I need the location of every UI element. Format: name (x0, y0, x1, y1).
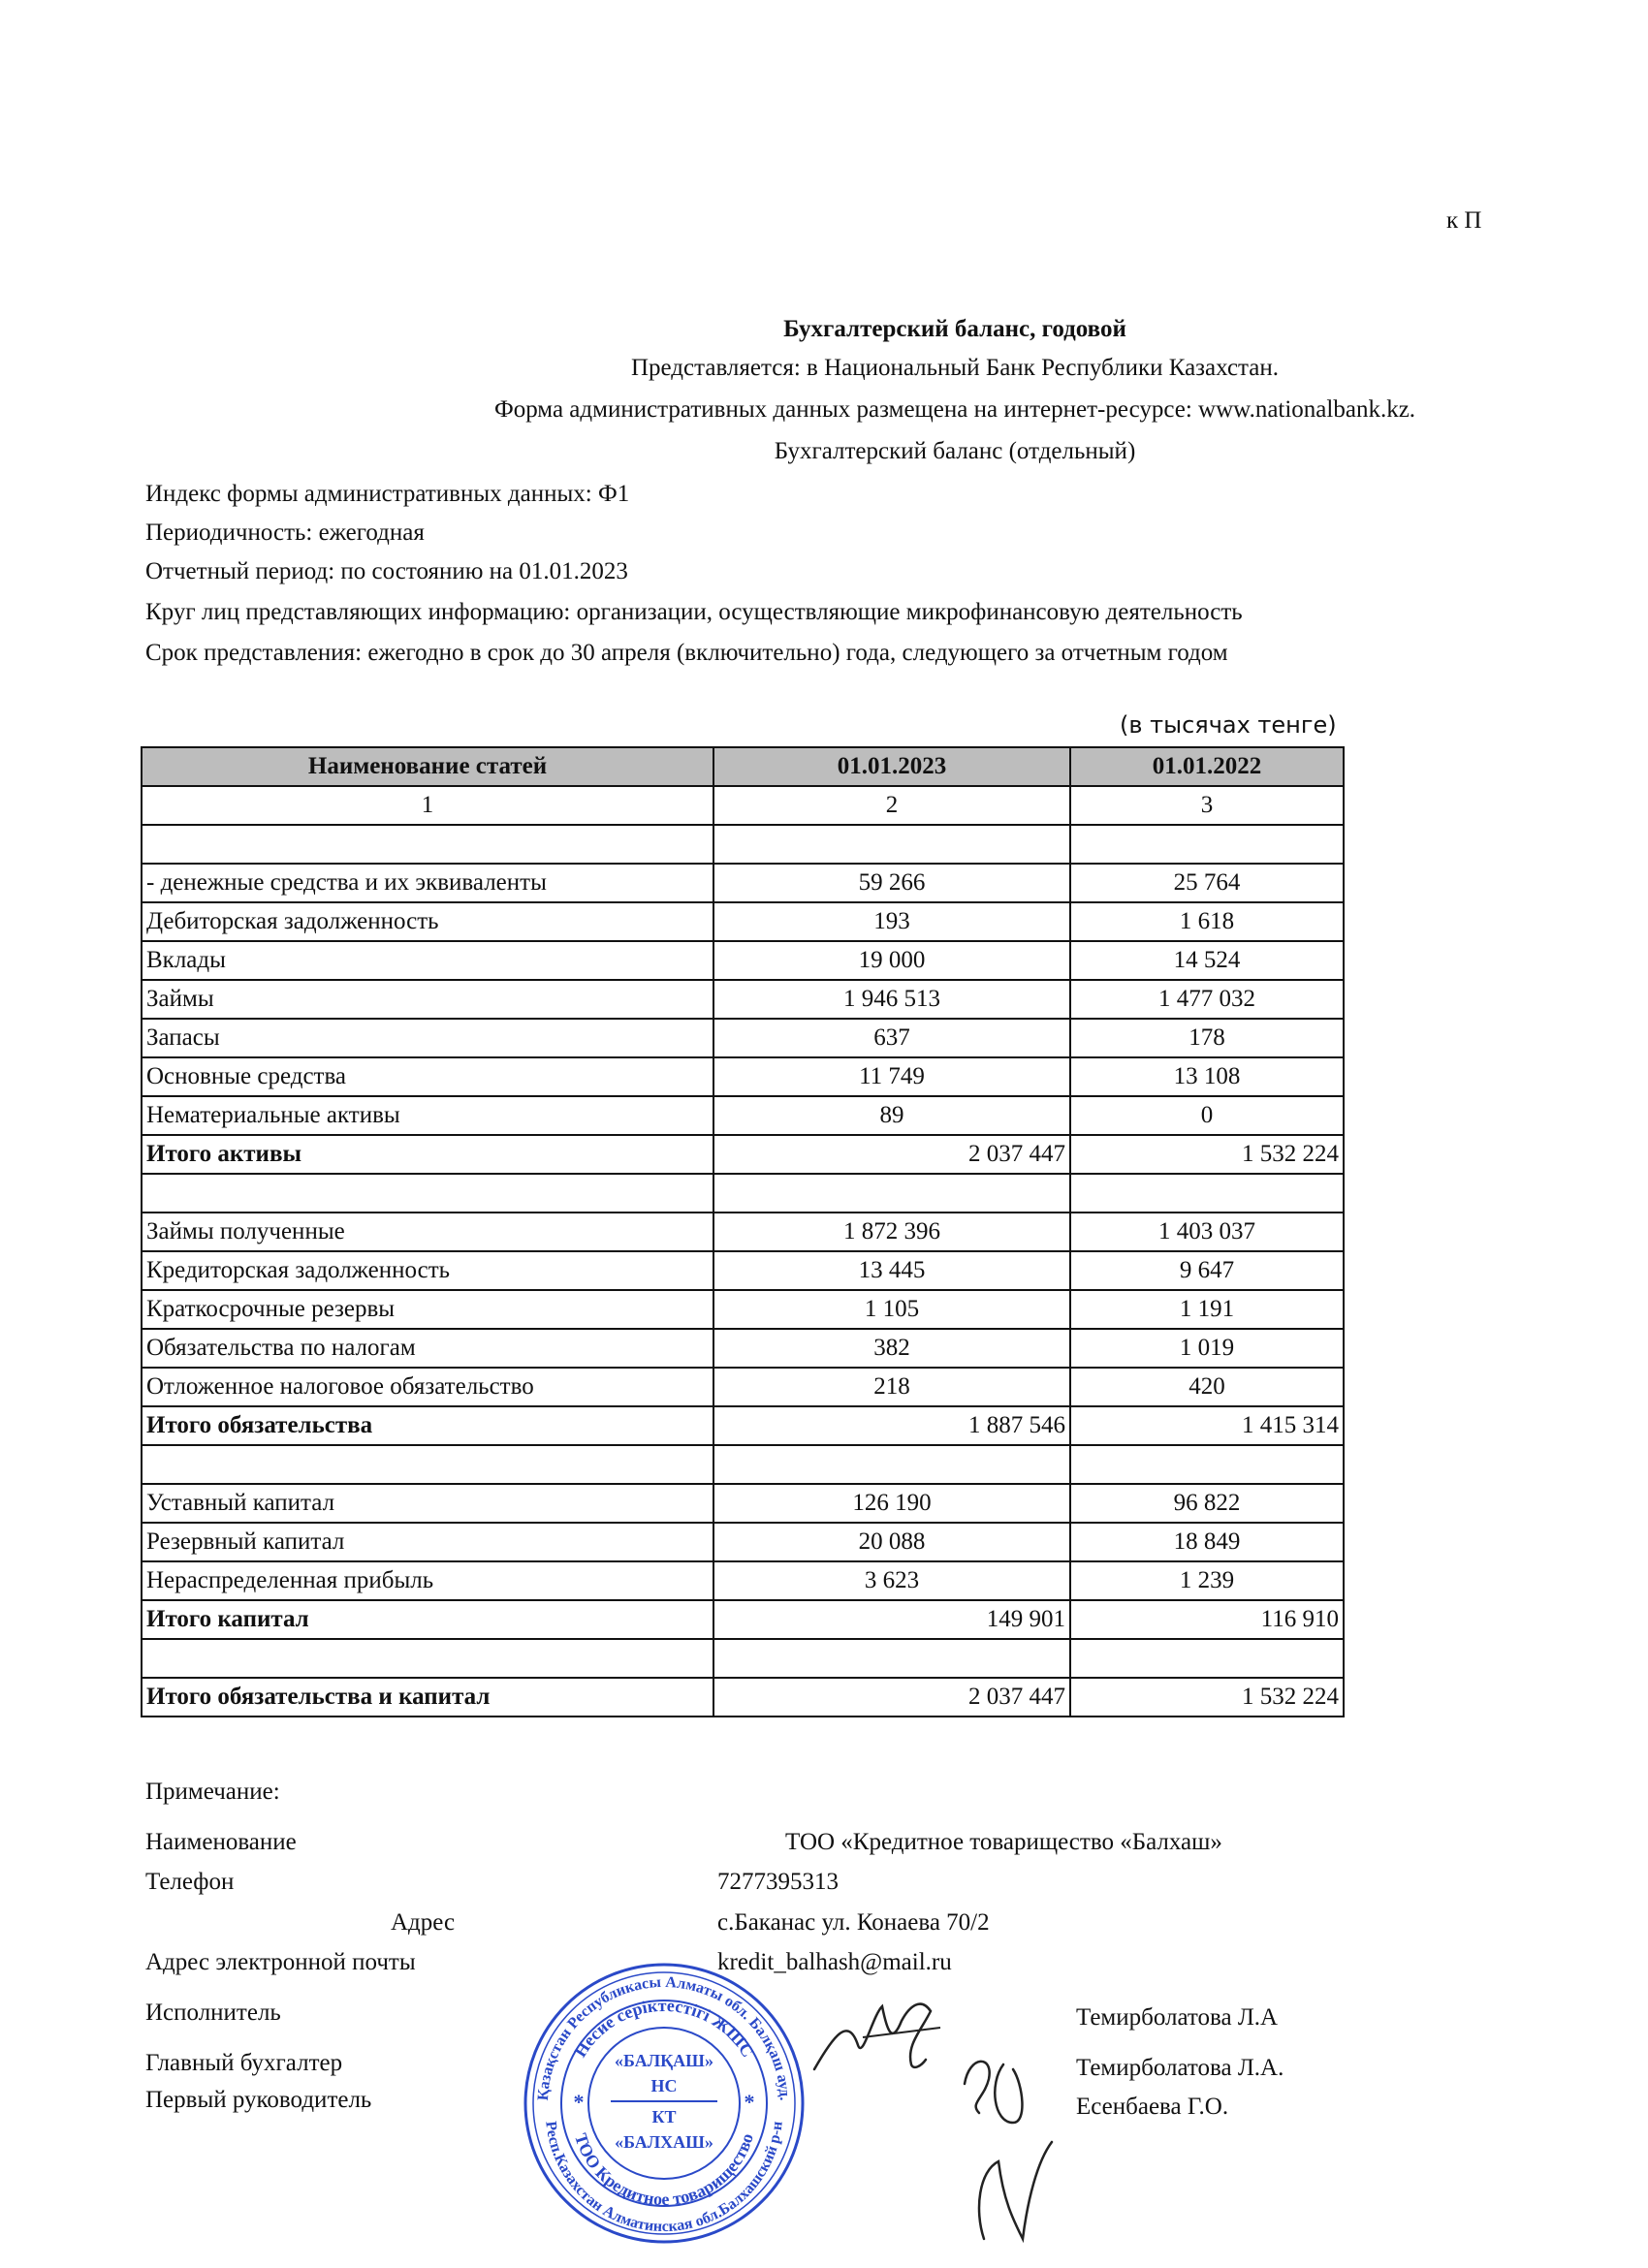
value-2023: 19 000 (713, 941, 1070, 980)
stamp-inner-text: Несие серіктестігі ЖШС (570, 1995, 758, 2061)
name-label: Наименование (145, 1829, 297, 1855)
balance-table (141, 746, 1345, 1717)
executor-label: Исполнитель (145, 2000, 281, 2026)
value-2023: 20 088 (713, 1523, 1070, 1561)
column-number-row (142, 786, 1344, 825)
table-header-row (142, 747, 1344, 786)
value-2022: 13 108 (1070, 1057, 1344, 1096)
table-row (142, 902, 1344, 941)
stamp-lower-text: ТОО Кредитное товарищество (570, 2130, 757, 2210)
row-label: Запасы (142, 1019, 713, 1057)
table-row (142, 941, 1344, 980)
column-number: 2 (713, 786, 1070, 825)
table-row (142, 1368, 1344, 1406)
form-index: Индекс формы административных данных: Ф1 (145, 481, 630, 507)
form-location: Форма административных данных размещена на интернет-ресурсе: www.nationalbank.kz. (493, 396, 1416, 423)
periodicity: Периодичность: ежегодная (145, 520, 425, 546)
value-2022: 420 (1070, 1368, 1344, 1406)
value-2022: 0 (1070, 1096, 1344, 1135)
value-2023: 89 (713, 1096, 1070, 1135)
stamp-center-mid1: НС (650, 2076, 678, 2095)
value-2022: 1 191 (1070, 1290, 1344, 1329)
row-label: Резервный капитал (142, 1523, 713, 1561)
row-label: - денежные средства и их эквиваленты (142, 864, 713, 902)
stamp-center-top: «БАЛҚАШ» (615, 2051, 713, 2070)
value-2023: 218 (713, 1368, 1070, 1406)
table-row (142, 1019, 1344, 1057)
row-label: Обязательства по налогам (142, 1329, 713, 1368)
value-2022: 14 524 (1070, 941, 1344, 980)
table-row (142, 1096, 1344, 1135)
value-2023: 1 105 (713, 1290, 1070, 1329)
row-label: Нераспределенная прибыль (142, 1561, 713, 1600)
row-label (142, 1639, 713, 1678)
total-row (142, 1600, 1344, 1639)
value-2023 (713, 1639, 1070, 1678)
row-label: Итого обязательства и капитал (142, 1678, 713, 1717)
value-2022: 1 532 224 (1070, 1678, 1344, 1717)
table-row (142, 1290, 1344, 1329)
column-number: 1 (142, 786, 713, 825)
value-2022 (1070, 1445, 1344, 1484)
document-subtitle: Бухгалтерский баланс (отдельный) (774, 438, 1136, 464)
value-2022: 9 647 (1070, 1251, 1344, 1290)
executor-value: Темирболатова Л.А (1076, 2004, 1279, 2031)
value-2022: 178 (1070, 1019, 1344, 1057)
column-header: 01.01.2022 (1070, 747, 1344, 786)
email-label: Адрес электронной почты (145, 1949, 416, 1975)
value-2022: 1 532 224 (1070, 1135, 1344, 1174)
row-label: Краткосрочные резервы (142, 1290, 713, 1329)
value-2023: 126 190 (713, 1484, 1070, 1523)
address-label: Адрес (391, 1909, 456, 1936)
total-row (142, 1678, 1344, 1717)
accountant-signature (805, 1977, 950, 2094)
stamp-outer-text: Қазақстан Республикасы Алматы обл. Балқаш ауд. (534, 1973, 793, 2101)
submitted-to: Представляется: в Национальный Банк Республики Казахстан. (630, 355, 1279, 381)
table-row (142, 1057, 1344, 1096)
table-row (142, 1213, 1344, 1251)
blank-row (142, 1639, 1344, 1678)
table-row (142, 1329, 1344, 1368)
stamp-star-icon: * (744, 2090, 755, 2114)
value-2023: 637 (713, 1019, 1070, 1057)
head-value: Есенбаева Г.О. (1076, 2094, 1229, 2120)
stamp-center-mid2: КТ (651, 2107, 677, 2126)
value-2023: 1 872 396 (713, 1213, 1070, 1251)
phone-value: 7277395313 (717, 1869, 839, 1895)
column-number: 3 (1070, 786, 1344, 825)
value-2023: 3 623 (713, 1561, 1070, 1600)
blank-row (142, 825, 1344, 864)
value-2023 (713, 1174, 1070, 1213)
value-2022: 1 239 (1070, 1561, 1344, 1600)
value-2022: 1 019 (1070, 1329, 1344, 1368)
value-2022 (1070, 1639, 1344, 1678)
table-row (142, 1561, 1344, 1600)
row-label: Займы полученные (142, 1213, 713, 1251)
row-label: Итого капитал (142, 1600, 713, 1639)
value-2022 (1070, 825, 1344, 864)
row-label: Итого активы (142, 1135, 713, 1174)
value-2023: 1 946 513 (713, 980, 1070, 1019)
stamp-lower-text2: Респ.Казахстан Алматинская обл.Балхашский р-н (542, 2120, 786, 2236)
units-note: (в тысячах тенге) (1120, 711, 1337, 739)
value-2023: 1 887 546 (713, 1406, 1070, 1445)
row-label: Отложенное налоговое обязательство (142, 1368, 713, 1406)
row-label: Основные средства (142, 1057, 713, 1096)
row-label (142, 1445, 713, 1484)
table-row (142, 1484, 1344, 1523)
name-value: ТОО «Кредитное товарищество «Балхаш» (785, 1829, 1222, 1855)
address-value: с.Баканас ул. Конаева 70/2 (717, 1909, 990, 1936)
table-row (142, 864, 1344, 902)
value-2023 (713, 825, 1070, 864)
value-2022: 1 477 032 (1070, 980, 1344, 1019)
value-2022 (1070, 1174, 1344, 1213)
head-label: Первый руководитель (145, 2087, 372, 2113)
row-label (142, 1174, 713, 1213)
row-label (142, 825, 713, 864)
blank-row (142, 1445, 1344, 1484)
row-label: Займы (142, 980, 713, 1019)
company-stamp (519, 1958, 809, 2249)
row-label: Кредиторская задолженность (142, 1251, 713, 1290)
respondents: Круг лиц представляющих информацию: организации, осуществляющие микрофинансовую деятельность (145, 599, 1243, 625)
row-label: Вклады (142, 941, 713, 980)
value-2023: 2 037 447 (713, 1678, 1070, 1717)
value-2022: 1 415 314 (1070, 1406, 1344, 1445)
phone-label: Телефон (145, 1869, 235, 1895)
total-row (142, 1406, 1344, 1445)
stamp-center-bottom: «БАЛХАШ» (615, 2132, 713, 2152)
value-2022: 1 403 037 (1070, 1213, 1344, 1251)
value-2022: 1 618 (1070, 902, 1344, 941)
director-signature (945, 2045, 1081, 2268)
table-row (142, 1251, 1344, 1290)
note-label: Примечание: (145, 1779, 280, 1805)
accountant-value: Темирболатова Л.А. (1076, 2055, 1284, 2081)
value-2023: 13 445 (713, 1251, 1070, 1290)
deadline: Срок представления: ежегодно в срок до 30 апреля (включительно) года, следующего за отчетным годом (145, 640, 1228, 666)
accountant-label: Главный бухгалтер (145, 2050, 343, 2076)
value-2022: 116 910 (1070, 1600, 1344, 1639)
value-2023: 11 749 (713, 1057, 1070, 1096)
email-value: kredit_balhash@mail.ru (717, 1949, 952, 1975)
row-label: Уставный капитал (142, 1484, 713, 1523)
table-row (142, 1523, 1344, 1561)
value-2023: 149 901 (713, 1600, 1070, 1639)
row-label: Итого обязательства (142, 1406, 713, 1445)
value-2023 (713, 1445, 1070, 1484)
value-2022: 25 764 (1070, 864, 1344, 902)
value-2022: 96 822 (1070, 1484, 1344, 1523)
value-2023: 382 (713, 1329, 1070, 1368)
stamp-star-icon: * (573, 2090, 585, 2114)
corner-mark: к П (1446, 207, 1482, 234)
reporting-period: Отчетный период: по состоянию на 01.01.2023 (145, 558, 628, 584)
column-header: 01.01.2023 (713, 747, 1070, 786)
value-2023: 59 266 (713, 864, 1070, 902)
column-header: Наименование статей (142, 747, 713, 786)
value-2022: 18 849 (1070, 1523, 1344, 1561)
document-title: Бухгалтерский баланс, годовой (783, 316, 1126, 342)
row-label: Дебиторская задолженность (142, 902, 713, 941)
total-row (142, 1135, 1344, 1174)
blank-row (142, 1174, 1344, 1213)
value-2023: 2 037 447 (713, 1135, 1070, 1174)
value-2023: 193 (713, 902, 1070, 941)
table-row (142, 980, 1344, 1019)
row-label: Нематериальные активы (142, 1096, 713, 1135)
